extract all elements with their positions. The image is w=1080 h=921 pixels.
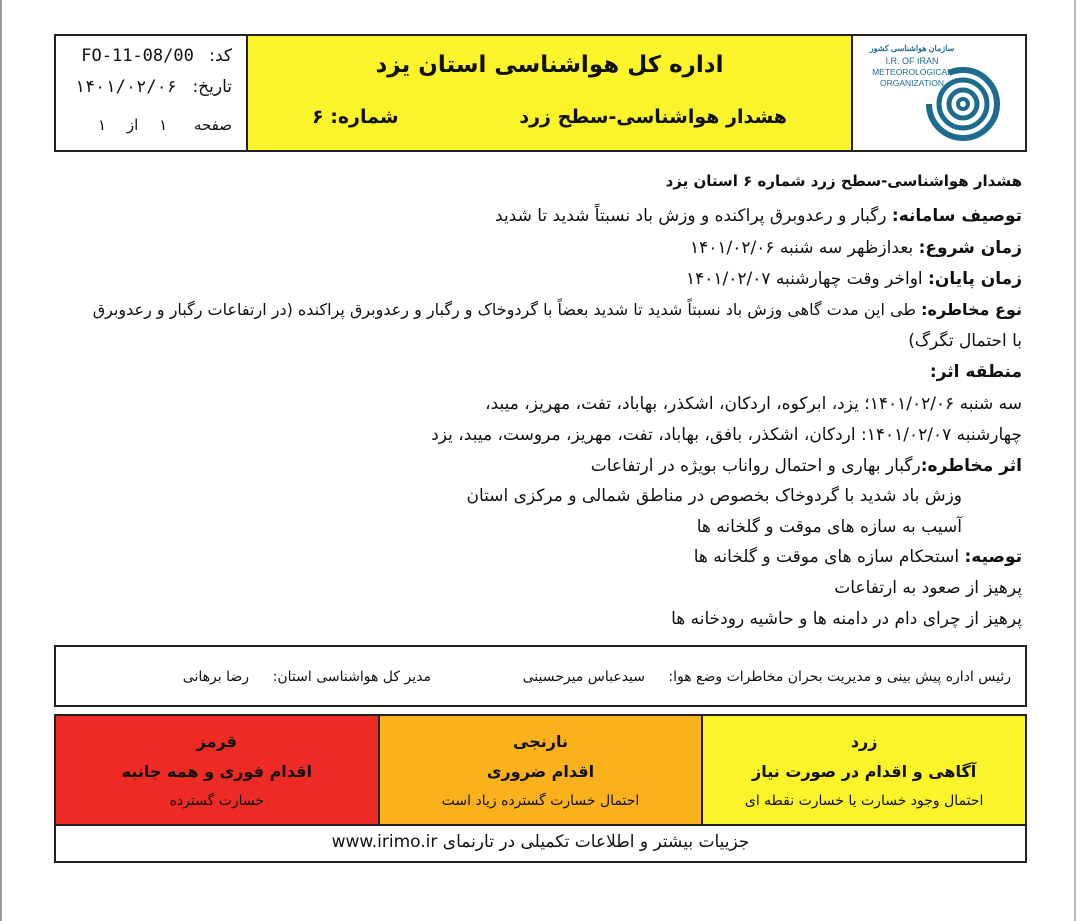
system-label: توصیف سامانه:: [891, 206, 1022, 226]
code-label: کد:: [209, 46, 232, 66]
area-line-1: سه شنبه ۱۴۰۱/۰۲/۰۶؛ یزد، ابرکوه، اردکان، اشکذر، بهاباد، تفت، مهریز، میبد،: [485, 394, 1022, 414]
start-time: [690, 238, 1022, 258]
header-title-band: [248, 36, 851, 150]
effect-label: اثر مخاطره:: [920, 456, 1022, 476]
page-left-edge: [0, 0, 2, 921]
code-value: FO-11-08/00: [81, 46, 194, 66]
level-name: زرد: [850, 732, 878, 751]
page-current: ۱: [159, 116, 168, 134]
page-label: صفحه: [193, 116, 232, 134]
level-action: اقدام ضروری: [486, 762, 595, 781]
start-value: بعدازظهر سه شنبه ۱۴۰۱/۰۲/۰۶: [689, 238, 919, 258]
effect-1: رگبار بهاری و احتمال رواناب بویژه در ارتفاعات: [590, 456, 921, 476]
effect-2: وزش باد شدید با گردوخاک بخصوص در مناطق شمالی و مرکزی استان: [466, 486, 962, 506]
area-line-2: چهارشنبه ۱۴۰۱/۰۲/۰۷: اردکان، اشکذر، بافق، بهاباد، تفت، مهریز، مروست، میبد، یزد: [431, 425, 1022, 445]
logo-text-en1: I.R. OF IRAN: [885, 56, 939, 66]
forecast-head-title: رئیس اداره پیش بینی و مدیریت بحران مخاطرات وضع هوا:: [668, 669, 1011, 685]
forecast-head-name: سیدعباس میرحسینی: [522, 669, 645, 685]
date-row: [75, 77, 232, 97]
effect-3: آسیب به سازه های موقت و گلخانه ها: [696, 517, 962, 537]
level-description: احتمال خسارت گسترده زیاد است: [441, 793, 640, 809]
system-value: رگبار و رعدوبرق پراکنده و وزش باد نسبتاً شدید تا شدید: [495, 206, 892, 226]
warning-subtitle: هشدار هواشناسی-سطح زرد: [519, 106, 787, 128]
level-description: احتمال وجود خسارت یا خسارت نقطه ای: [744, 793, 984, 809]
page-total: ۱: [98, 116, 107, 134]
advice-1: استحکام سازه های موقت و گلخانه ها: [693, 547, 965, 567]
area-label: منطقه اثر:: [929, 362, 1022, 382]
date-value: ۱۴۰۱/۰۲/۰۶: [74, 77, 178, 97]
advice-2: پرهیز از صعود به ارتفاعات: [834, 578, 1022, 598]
warning-levels-legend: [54, 714, 1027, 863]
hazard-value-1: طی این مدت گاهی وزش باد نسبتاً شدید تا شدید بعضاً با گردوخاک و رگبار و رعدوبرق پراکنده (در ارتفاعات رگبار و رعدوبرق: [92, 300, 922, 319]
page-right-edge: [1074, 0, 1076, 921]
website-footer: جزییات بیشتر و اطلاعات تکمیلی در تارنمای www.irimo.ir: [331, 832, 750, 852]
level-name: قرمز: [196, 732, 237, 751]
logo-emblem-icon: [853, 36, 1023, 150]
logo-text-en3: ORGANIZATION: [879, 78, 945, 88]
warning-number: شماره: ۶: [312, 106, 399, 128]
warning-heading: هشدار هواشناسی-سطح زرد شماره ۶ استان یزد: [665, 172, 1022, 190]
level-red: [56, 716, 380, 824]
logo-text-fa: سازمان هواشناسی کشور: [869, 44, 955, 53]
signature-box: [54, 645, 1027, 707]
document-header: [54, 34, 1027, 152]
level-action: آگاهی و اقدام در صورت نیاز: [752, 762, 977, 781]
advice-label: توصیه:: [964, 547, 1022, 567]
organization-logo: [851, 36, 1025, 150]
level-orange: [380, 716, 704, 824]
level-name: نارنجی: [513, 732, 568, 751]
office-title: اداره کل هواشناسی استان یزد: [375, 52, 724, 78]
effect-heading: [591, 456, 1022, 476]
code-row: [81, 46, 232, 66]
advice-heading: [694, 547, 1022, 567]
level-description: خسارت گسترده: [169, 793, 265, 809]
start-label: زمان شروع:: [918, 238, 1022, 258]
director-name: رضا برهانی: [182, 669, 249, 685]
date-label: تاریخ:: [192, 77, 232, 97]
page-row: [98, 116, 232, 134]
hazard-label: نوع مخاطره:: [921, 300, 1022, 319]
level-yellow: [703, 716, 1025, 824]
page-of: از: [126, 116, 139, 134]
area-heading: [930, 362, 1022, 382]
end-time: [686, 269, 1022, 289]
logo-text-en2: METEOROLOGICAL: [872, 67, 952, 77]
hazard-type-continued: با احتمال تگرگ): [908, 331, 1022, 351]
system-description: [495, 206, 1022, 226]
advice-3: پرهیز از چرای دام در دامنه ها و حاشیه رودخانه ها: [671, 609, 1022, 629]
director-title: مدیر کل هواشناسی استان:: [272, 669, 431, 685]
levels-row: [56, 716, 1025, 826]
end-label: زمان پایان:: [928, 269, 1022, 289]
end-value: اواخر وقت چهارشنبه ۱۴۰۱/۰۲/۰۷: [685, 269, 929, 289]
hazard-type: [93, 300, 1022, 319]
level-action: اقدام فوری و همه جانبه: [121, 762, 312, 781]
document-meta-box: [56, 36, 248, 150]
